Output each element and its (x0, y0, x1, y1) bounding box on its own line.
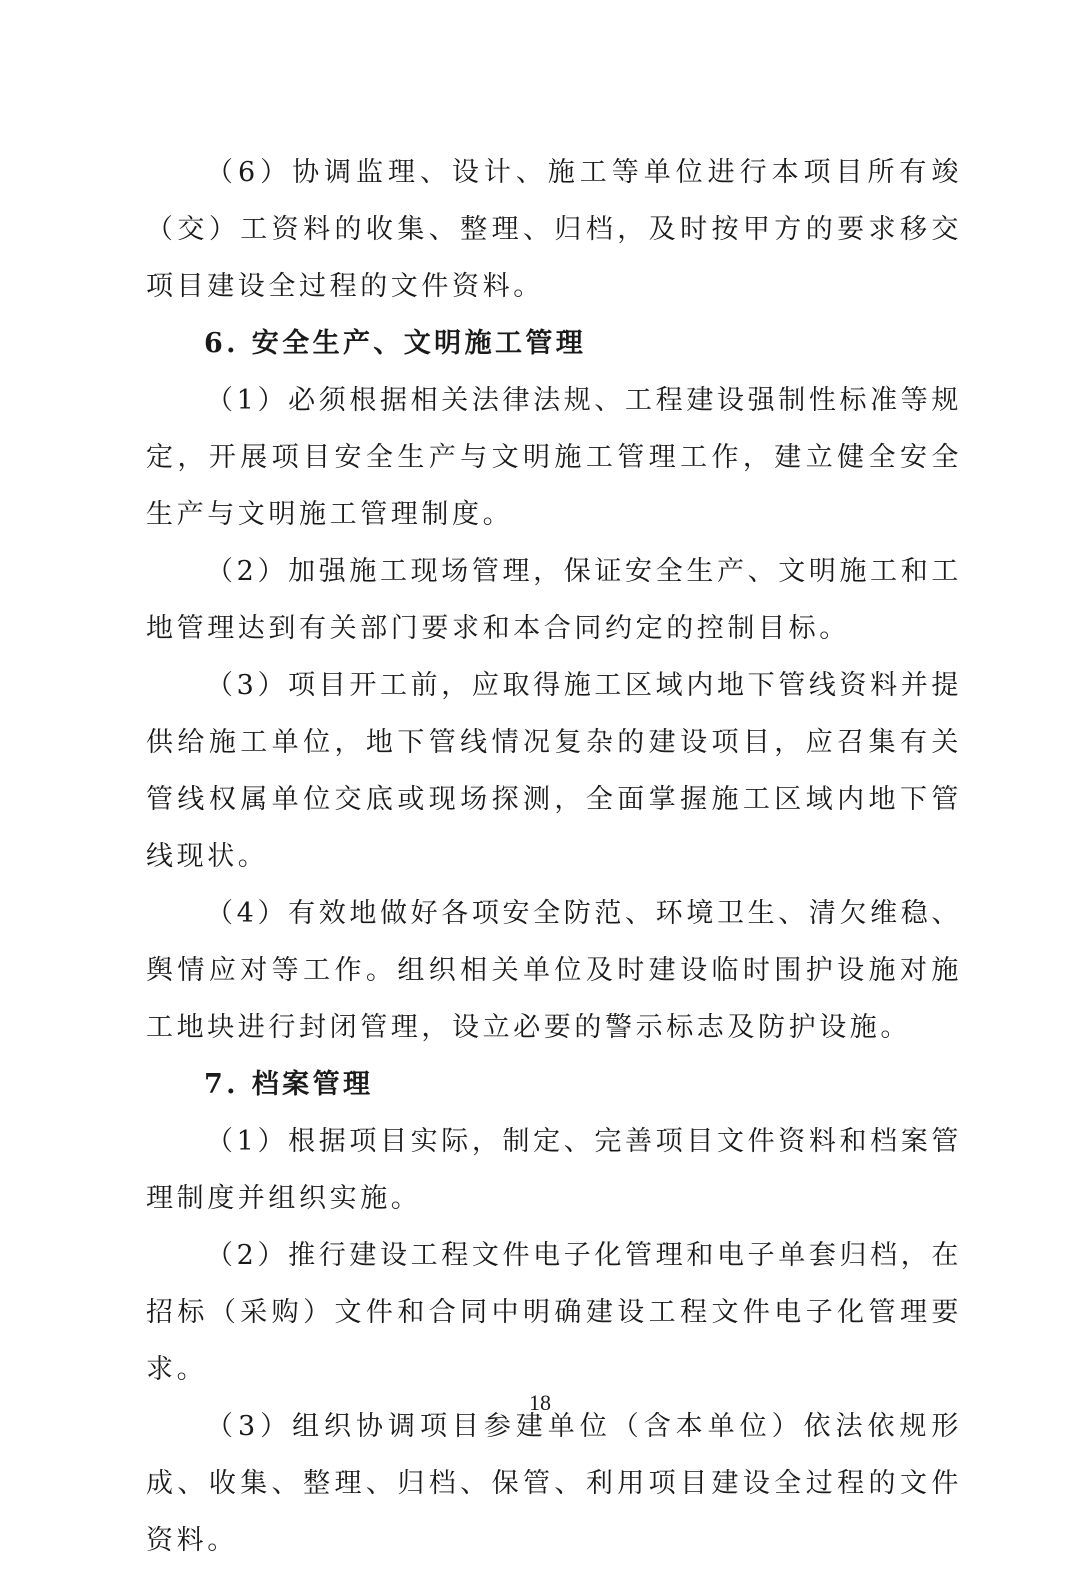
paragraph-6-archive-handover: （6）协调监理、设计、施工等单位进行本项目所有竣（交）工资料的收集、整理、归档，及时按甲方的要求移交项目建设全过程的文件资料。 (146, 157, 962, 302)
paragraph-safety-4: （4）有效地做好各项安全防范、环境卫生、清欠维稳、舆情应对等工作。组织相关单位及时建设临时围护设施对施工地块进行封闭管理，设立必要的警示标志及防护设施。 (146, 898, 962, 1043)
paragraph-archives-2: （2）推行建设工程文件电子化管理和电子单套归档，在招标（采购）文件和合同中明确建设工程文件电子化管理要求。 (146, 1240, 962, 1385)
paragraph-safety-3: （3）项目开工前，应取得施工区域内地下管线资料并提供给施工单位，地下管线情况复杂的建设项目，应召集有关管线权属单位交底或现场探测，全面掌握施工区域内地下管线现状。 (146, 670, 962, 872)
document-body (146, 144, 962, 1569)
section-heading-safety: 6. 安全生产、文明施工管理 (204, 328, 587, 359)
paragraph-safety-2: （2）加强施工现场管理，保证安全生产、文明施工和工地管理达到有关部门要求和本合同约定的控制目标。 (146, 556, 962, 644)
page-number: 18 (529, 1390, 551, 1415)
section-heading-archives: 7. 档案管理 (204, 1069, 374, 1100)
paragraph-archives-3: （3）组织协调项目参建单位（含本单位）依法依规形成、收集、整理、归档、保管、利用项目建设全过程的文件资料。 (146, 1411, 962, 1556)
paragraph-safety-1: （1）必须根据相关法律法规、工程建设强制性标准等规定，开展项目安全生产与文明施工管理工作，建立健全安全生产与文明施工管理制度。 (146, 385, 962, 530)
paragraph-archives-1: （1）根据项目实际，制定、完善项目文件资料和档案管理制度并组织实施。 (146, 1126, 962, 1214)
